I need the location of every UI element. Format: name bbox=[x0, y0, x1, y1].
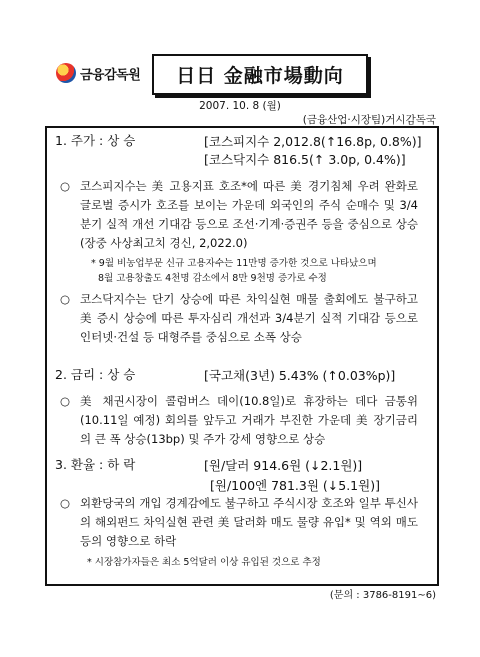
bullet-icon: ○ bbox=[60, 496, 71, 510]
bullet-icon: ○ bbox=[60, 394, 71, 408]
fx-note-1: * 시장참가자들은 최소 5억달러 이상 유입된 것으로 추정 bbox=[87, 557, 321, 568]
department: (금융산업·시장팀)거시감독국 bbox=[302, 114, 436, 126]
fx-heading: 3. 환율 : 하 락 bbox=[55, 457, 136, 472]
usd-line: [원/달러 914.6원 (↓2.1원)] bbox=[204, 458, 363, 473]
stock-heading: 1. 주가 : 상 승 bbox=[55, 133, 136, 148]
stock-bullet-2 bbox=[60, 290, 418, 347]
kospi-line: [코스피지수 2,012.8(↑16.8p, 0.8%)] bbox=[204, 134, 422, 149]
fx-bullet-1-text: 외환당국의 개입 경계감에도 불구하고 주식시장 호조와 일부 투신사의 해외펀드 차익실현 관련 美 달러화 매도 물량 유입* 및 역외 매도 등의 영향으로 하락 bbox=[80, 496, 418, 548]
kosdaq-line: [코스닥지수 816.5(↑ 3.0p, 0.4%)] bbox=[204, 152, 406, 167]
rate-bullet-1 bbox=[60, 392, 418, 449]
treasury-line: [국고채(3년) 5.43% (↑0.03%p)] bbox=[204, 368, 396, 383]
stock-bullet-2-text: 코스닥지수는 단기 상승에 따른 차익실현 매물 출회에도 불구하고 美 증시 상승에 따른 투자심리 개선과 3/4분기 실적 기대감 등으로 인터넷·건설 등 대형주를 중심으로 소폭 상승 bbox=[80, 292, 418, 344]
page-title: 日日 金融市場動向 bbox=[176, 65, 344, 87]
contact-info: (문의 : 3786-8191∼6) bbox=[329, 590, 436, 601]
jpy-line: [원/100엔 781.3원 (↓5.1원)] bbox=[210, 478, 380, 493]
logo-text: 금융감독원 bbox=[80, 67, 141, 83]
title-box bbox=[152, 54, 368, 95]
stock-bullet-1-text: 코스피지수는 美 고용지표 호조*에 따른 美 경기침체 우려 완화로 글로벌 증시가 호조를 보이는 가운데 외국인의 주식 순매수 및 3/4분기 실적 개선 기대감 등으로 조선·기계·증권주 등을 중심으로 상승(장중 사상최고치 경신, 2,022.0) bbox=[80, 179, 418, 250]
bullet-icon: ○ bbox=[60, 179, 71, 193]
bullet-icon: ○ bbox=[60, 292, 71, 306]
stock-note-1a: * 9월 비농업부문 신규 고용자수는 11만명 증가한 것으로 나타났으며 bbox=[91, 258, 377, 269]
rate-bullet-1-text: 美 채권시장이 콜럼버스 데이(10.8일)로 휴장하는 데다 금통위(10.11일 예정) 회의를 앞두고 거래가 부진한 가운데 美 장기금리의 큰 폭 상승(13bp) 및 주가 강세 영향으로 상승 bbox=[80, 394, 418, 446]
report-date: 2007. 10. 8 (월) bbox=[199, 100, 281, 112]
stock-note-1b: 8월 고용창출도 4천명 감소에서 8만 9천명 증가로 수정 bbox=[98, 273, 327, 284]
fss-logo-icon bbox=[56, 63, 76, 83]
stock-bullet-1 bbox=[60, 177, 418, 253]
fx-bullet-1 bbox=[60, 494, 418, 551]
rate-heading: 2. 금리 : 상 승 bbox=[55, 367, 136, 382]
logo bbox=[56, 63, 140, 83]
